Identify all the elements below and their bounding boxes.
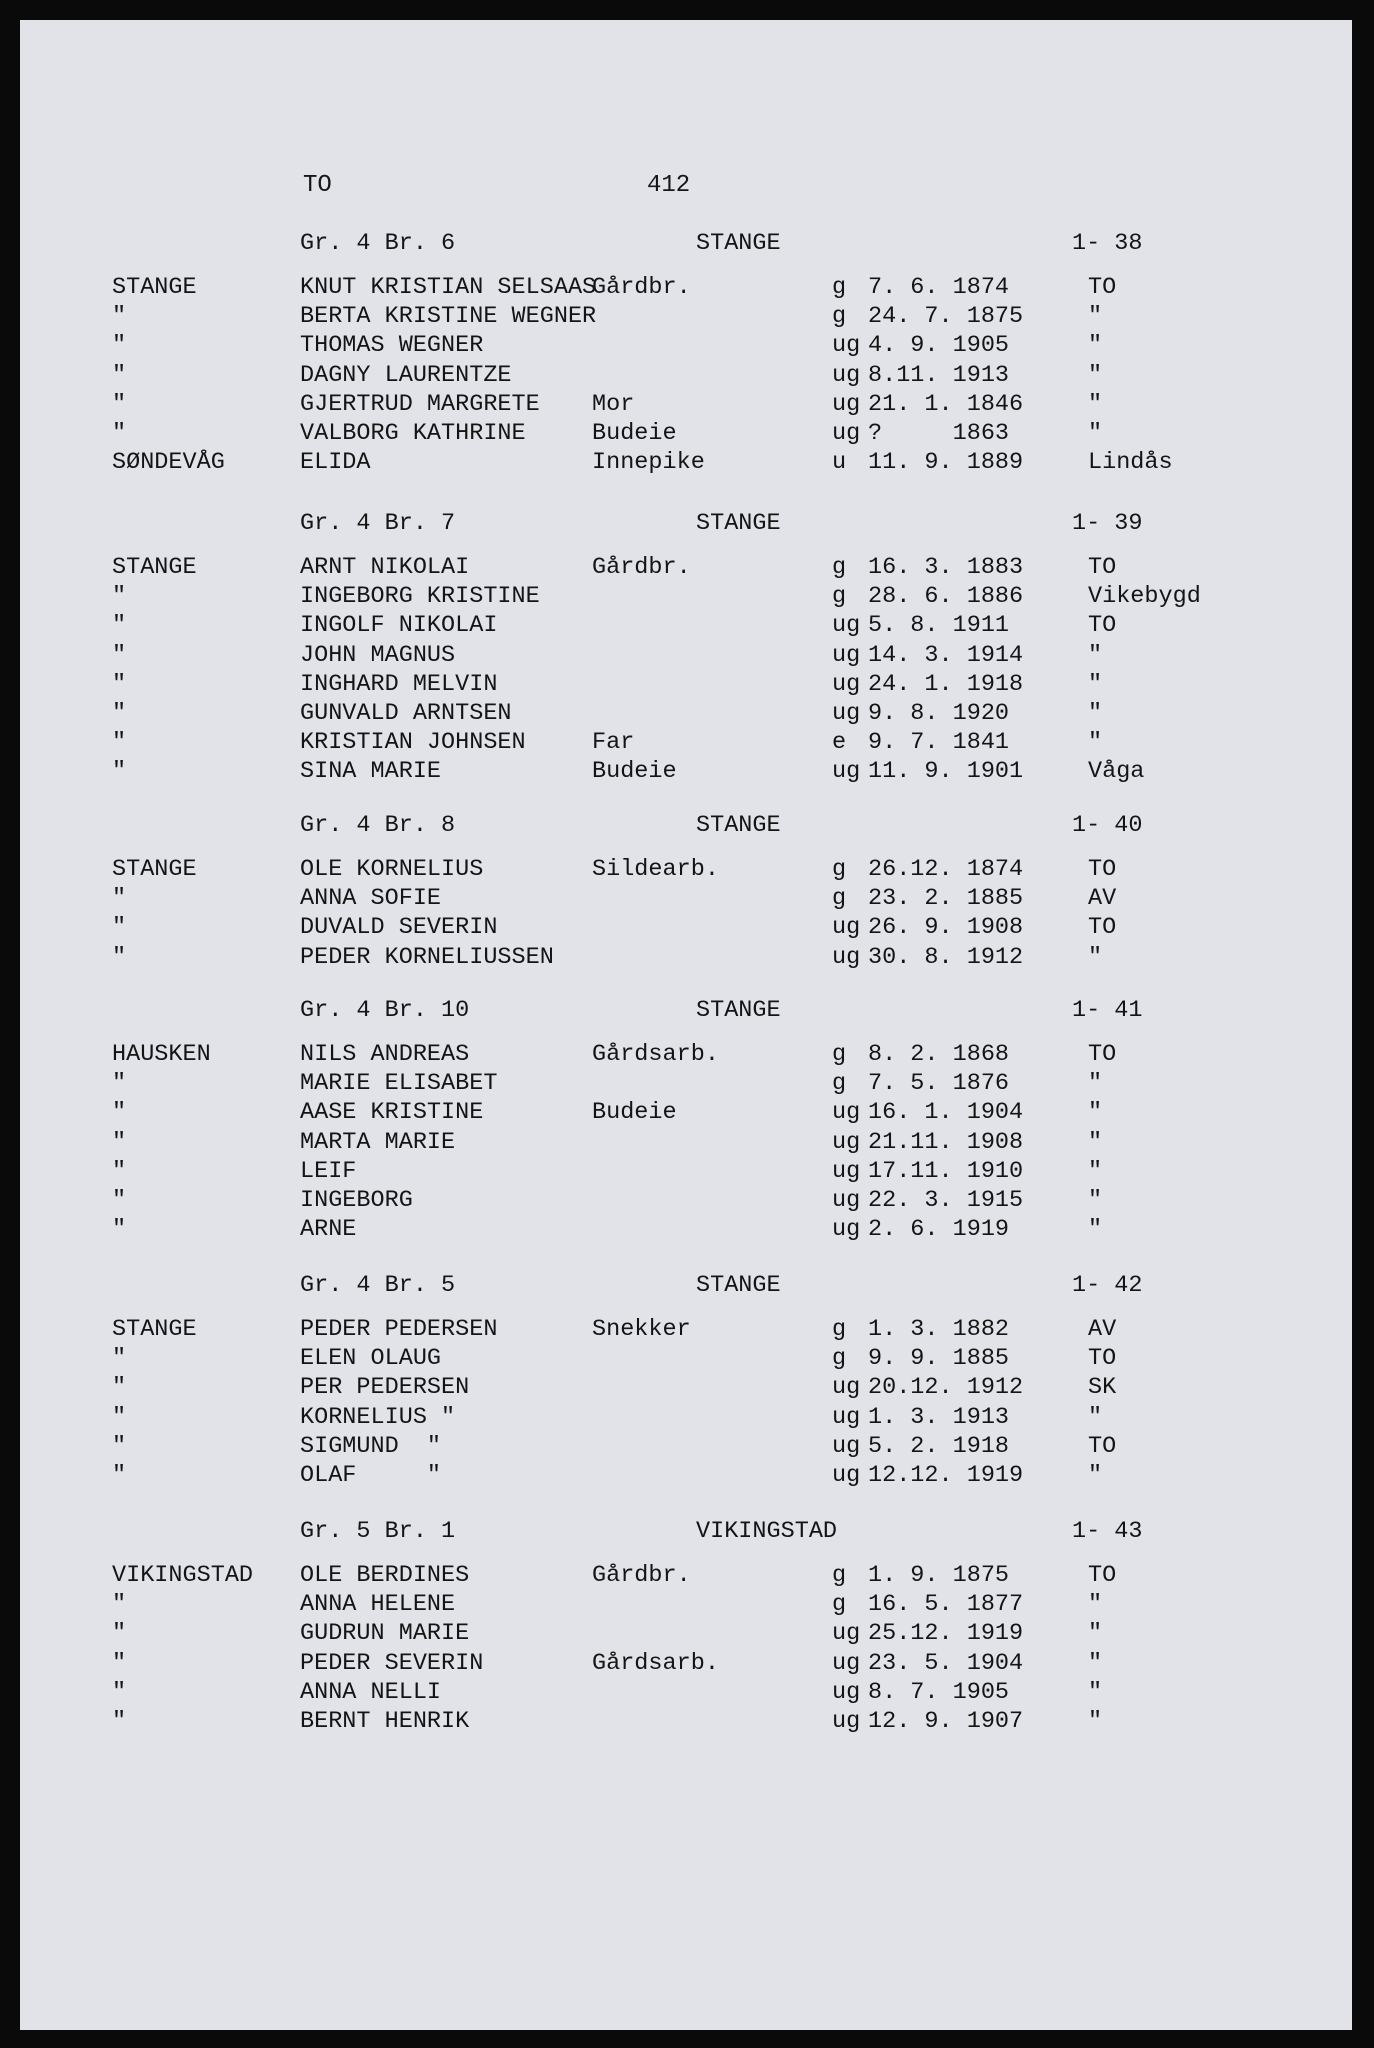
person-name: AASE KRISTINE bbox=[300, 1099, 484, 1127]
spacer bbox=[0, 1027, 1374, 1041]
person-name: OLAF " bbox=[300, 1461, 442, 1489]
person-status: ug bbox=[832, 758, 861, 786]
person-name: ANNA HELENE bbox=[300, 1591, 456, 1619]
person-farm: " bbox=[112, 729, 127, 757]
household-group bbox=[0, 812, 1374, 973]
person-name: SINA MARIE bbox=[300, 758, 442, 786]
person-status: ug bbox=[832, 612, 861, 640]
person-birthdate: 4. 9. 1905 bbox=[868, 332, 1010, 360]
person-row bbox=[0, 944, 1374, 973]
person-birthdate: 12. 9. 1907 bbox=[868, 1707, 1024, 1735]
person-birthdate: 26.12. 1874 bbox=[868, 856, 1024, 883]
person-row bbox=[0, 671, 1374, 700]
person-birthdate: 28. 6. 1886 bbox=[868, 583, 1024, 611]
person-farm: " bbox=[112, 670, 127, 698]
person-status: ug bbox=[832, 699, 861, 727]
person-birthdate: 9. 9. 1885 bbox=[868, 1345, 1010, 1373]
person-birthplace: TO bbox=[1088, 1432, 1117, 1460]
person-farm: " bbox=[112, 583, 127, 611]
person-row bbox=[0, 856, 1374, 885]
person-status: ug bbox=[832, 914, 861, 942]
person-name: BERTA KRISTINE WEGNER bbox=[300, 303, 597, 331]
person-birthplace: Våga bbox=[1088, 758, 1145, 786]
person-row bbox=[0, 700, 1374, 729]
person-birthplace: " bbox=[1088, 361, 1103, 389]
person-birthplace: SK bbox=[1088, 1374, 1117, 1402]
person-farm: " bbox=[112, 641, 127, 669]
person-status: ug bbox=[832, 1707, 861, 1735]
group-header bbox=[0, 510, 1374, 540]
person-farm: " bbox=[112, 332, 127, 360]
person-row bbox=[0, 1187, 1374, 1216]
person-birthdate: 14. 3. 1914 bbox=[868, 641, 1024, 669]
spacer bbox=[0, 1548, 1374, 1562]
person-role: Gårdbr. bbox=[592, 274, 691, 301]
person-birthdate: 8.11. 1913 bbox=[868, 361, 1010, 389]
person-birthplace: " bbox=[1088, 419, 1103, 447]
group-farm: STANGE bbox=[696, 812, 781, 839]
person-row bbox=[0, 1562, 1374, 1591]
person-farm: STANGE bbox=[112, 856, 197, 883]
person-name: ANNA SOFIE bbox=[300, 885, 442, 913]
person-row bbox=[0, 1679, 1374, 1708]
person-birthdate: 24. 7. 1875 bbox=[868, 303, 1024, 331]
person-farm: " bbox=[112, 1216, 127, 1244]
person-farm: " bbox=[112, 1649, 127, 1677]
person-farm: " bbox=[112, 885, 127, 913]
person-birthplace: TO bbox=[1088, 612, 1117, 640]
person-birthdate: 21.11. 1908 bbox=[868, 1128, 1024, 1156]
person-name: BERNT HENRIK bbox=[300, 1707, 470, 1735]
person-farm: " bbox=[112, 419, 127, 447]
person-birthdate: 12.12. 1919 bbox=[868, 1461, 1024, 1489]
household-group bbox=[0, 1518, 1374, 1737]
group-header bbox=[0, 812, 1374, 842]
person-birthplace: TO bbox=[1088, 1041, 1117, 1068]
person-birthplace: " bbox=[1088, 1186, 1103, 1214]
household-group bbox=[0, 997, 1374, 1245]
person-name: KORNELIUS " bbox=[300, 1403, 456, 1431]
group-farm: VIKINGSTAD bbox=[696, 1518, 838, 1545]
spacer bbox=[0, 842, 1374, 856]
person-row bbox=[0, 1345, 1374, 1374]
person-status: ug bbox=[832, 1374, 861, 1402]
person-birthplace: " bbox=[1088, 670, 1103, 698]
person-birthplace: " bbox=[1088, 332, 1103, 360]
person-birthdate: 7. 5. 1876 bbox=[868, 1070, 1010, 1098]
person-row bbox=[0, 274, 1374, 303]
person-farm: " bbox=[112, 390, 127, 418]
group-number: 1- 40 bbox=[1072, 812, 1143, 839]
person-name: GUNVALD ARNTSEN bbox=[300, 699, 512, 727]
person-status: g bbox=[832, 1070, 847, 1098]
person-role: Far bbox=[592, 729, 635, 757]
person-row bbox=[0, 1404, 1374, 1433]
person-row bbox=[0, 642, 1374, 671]
person-status: g bbox=[832, 583, 847, 611]
person-status: ug bbox=[832, 641, 861, 669]
group-parcel: Gr. 5 Br. 1 bbox=[300, 1518, 456, 1545]
person-birthplace: " bbox=[1088, 729, 1103, 757]
person-birthplace: " bbox=[1088, 699, 1103, 727]
person-birthdate: 9. 8. 1920 bbox=[868, 699, 1010, 727]
person-name: ELEN OLAUG bbox=[300, 1345, 442, 1373]
group-number: 1- 43 bbox=[1072, 1518, 1143, 1545]
person-role: Budeie bbox=[592, 419, 677, 447]
person-row bbox=[0, 1591, 1374, 1620]
person-status: g bbox=[832, 274, 847, 301]
person-birthplace: " bbox=[1088, 1070, 1103, 1098]
group-farm: STANGE bbox=[696, 997, 781, 1024]
person-name: ARNE bbox=[300, 1216, 357, 1244]
group-header bbox=[0, 1518, 1374, 1548]
person-role: Budeie bbox=[592, 758, 677, 786]
group-farm: STANGE bbox=[696, 230, 781, 257]
person-row bbox=[0, 449, 1374, 478]
person-birthplace: " bbox=[1088, 1461, 1103, 1489]
person-farm: " bbox=[112, 1374, 127, 1402]
person-birthplace: TO bbox=[1088, 856, 1117, 883]
person-birthplace: AV bbox=[1088, 885, 1117, 913]
person-birthdate: 5. 2. 1918 bbox=[868, 1432, 1010, 1460]
person-birthdate: 25.12. 1919 bbox=[868, 1620, 1024, 1648]
person-name: ANNA NELLI bbox=[300, 1678, 442, 1706]
person-status: g bbox=[832, 554, 847, 581]
person-farm: STANGE bbox=[112, 1316, 197, 1343]
person-birthplace: " bbox=[1088, 1099, 1103, 1127]
person-farm: " bbox=[112, 758, 127, 786]
person-status: ug bbox=[832, 1620, 861, 1648]
person-birthdate: 1. 3. 1913 bbox=[868, 1403, 1010, 1431]
person-name: KNUT KRISTIAN SELSAAS bbox=[300, 274, 597, 301]
person-name: DAGNY LAURENTZE bbox=[300, 361, 512, 389]
person-role: Snekker bbox=[592, 1316, 691, 1343]
person-farm: " bbox=[112, 1070, 127, 1098]
person-birthplace: Lindås bbox=[1088, 449, 1173, 477]
person-farm: " bbox=[112, 612, 127, 640]
person-birthdate: ? 1863 bbox=[868, 419, 1010, 447]
household-group bbox=[0, 1272, 1374, 1491]
person-row bbox=[0, 729, 1374, 758]
person-birthdate: 24. 1. 1918 bbox=[868, 670, 1024, 698]
person-status: ug bbox=[832, 1461, 861, 1489]
person-farm: " bbox=[112, 1186, 127, 1214]
group-parcel: Gr. 4 Br. 7 bbox=[300, 510, 456, 537]
person-birthdate: 16. 1. 1904 bbox=[868, 1099, 1024, 1127]
person-status: ug bbox=[832, 1186, 861, 1214]
person-birthplace: TO bbox=[1088, 914, 1117, 942]
person-status: ug bbox=[832, 1678, 861, 1706]
person-birthdate: 1. 3. 1882 bbox=[868, 1316, 1010, 1343]
person-birthdate: 9. 7. 1841 bbox=[868, 729, 1010, 757]
group-header bbox=[0, 230, 1374, 260]
person-name: PEDER SEVERIN bbox=[300, 1649, 484, 1677]
person-farm: " bbox=[112, 1461, 127, 1489]
person-birthplace: " bbox=[1088, 1403, 1103, 1431]
person-status: ug bbox=[832, 419, 861, 447]
person-farm: VIKINGSTAD bbox=[112, 1562, 254, 1589]
person-farm: STANGE bbox=[112, 274, 197, 301]
page-number: 412 bbox=[647, 172, 691, 199]
household-group bbox=[0, 230, 1374, 478]
person-name: OLE KORNELIUS bbox=[300, 856, 484, 883]
person-birthplace: " bbox=[1088, 1128, 1103, 1156]
person-status: g bbox=[832, 1316, 847, 1343]
person-birthplace: TO bbox=[1088, 274, 1117, 301]
person-farm: " bbox=[112, 303, 127, 331]
person-row bbox=[0, 914, 1374, 943]
person-birthplace: " bbox=[1088, 303, 1103, 331]
person-farm: " bbox=[112, 1099, 127, 1127]
person-row bbox=[0, 1708, 1374, 1737]
person-status: g bbox=[832, 856, 847, 883]
person-birthdate: 22. 3. 1915 bbox=[868, 1186, 1024, 1214]
person-row bbox=[0, 554, 1374, 583]
person-birthplace: " bbox=[1088, 1620, 1103, 1648]
person-birthdate: 21. 1. 1846 bbox=[868, 390, 1024, 418]
person-row bbox=[0, 1216, 1374, 1245]
person-birthplace: " bbox=[1088, 1678, 1103, 1706]
person-farm: " bbox=[112, 1620, 127, 1648]
household-group bbox=[0, 510, 1374, 788]
person-row bbox=[0, 885, 1374, 914]
person-status: g bbox=[832, 1591, 847, 1619]
person-name: PEDER PEDERSEN bbox=[300, 1316, 498, 1343]
person-role: Gårdsarb. bbox=[592, 1649, 719, 1677]
person-birthplace: " bbox=[1088, 943, 1103, 971]
person-name: ARNT NIKOLAI bbox=[300, 554, 470, 581]
person-birthdate: 2. 6. 1919 bbox=[868, 1216, 1010, 1244]
person-row bbox=[0, 391, 1374, 420]
person-status: ug bbox=[832, 1216, 861, 1244]
person-status: ug bbox=[832, 390, 861, 418]
person-farm: " bbox=[112, 943, 127, 971]
person-farm: SØNDEVÅG bbox=[112, 449, 225, 477]
person-name: GUDRUN MARIE bbox=[300, 1620, 470, 1648]
group-parcel: Gr. 4 Br. 5 bbox=[300, 1272, 456, 1299]
person-birthdate: 5. 8. 1911 bbox=[868, 612, 1010, 640]
person-birthplace: TO bbox=[1088, 554, 1117, 581]
person-status: ug bbox=[832, 361, 861, 389]
group-number: 1- 42 bbox=[1072, 1272, 1143, 1299]
person-status: ug bbox=[832, 670, 861, 698]
person-row bbox=[0, 332, 1374, 361]
person-name: OLE BERDINES bbox=[300, 1562, 470, 1589]
person-birthplace: TO bbox=[1088, 1345, 1117, 1373]
person-birthdate: 16. 5. 1877 bbox=[868, 1591, 1024, 1619]
spacer bbox=[0, 260, 1374, 274]
person-farm: STANGE bbox=[112, 554, 197, 581]
person-birthplace: Vikebygd bbox=[1088, 583, 1201, 611]
person-birthdate: 8. 2. 1868 bbox=[868, 1041, 1010, 1068]
person-birthplace: TO bbox=[1088, 1562, 1117, 1589]
person-farm: " bbox=[112, 1707, 127, 1735]
person-status: g bbox=[832, 885, 847, 913]
person-row bbox=[0, 1041, 1374, 1070]
person-birthplace: " bbox=[1088, 1649, 1103, 1677]
person-name: MARTA MARIE bbox=[300, 1128, 456, 1156]
person-name: INGEBORG KRISTINE bbox=[300, 583, 540, 611]
person-status: ug bbox=[832, 1157, 861, 1185]
person-name: INGHARD MELVIN bbox=[300, 670, 498, 698]
person-name: KRISTIAN JOHNSEN bbox=[300, 729, 526, 757]
person-farm: " bbox=[112, 1157, 127, 1185]
group-parcel: Gr. 4 Br. 8 bbox=[300, 812, 456, 839]
person-status: ug bbox=[832, 1649, 861, 1677]
person-birthdate: 23. 5. 1904 bbox=[868, 1649, 1024, 1677]
person-name: PEDER KORNELIUSSEN bbox=[300, 943, 554, 971]
person-row bbox=[0, 362, 1374, 391]
person-birthdate: 20.12. 1912 bbox=[868, 1374, 1024, 1402]
group-parcel: Gr. 4 Br. 10 bbox=[300, 997, 470, 1024]
person-birthplace: " bbox=[1088, 1216, 1103, 1244]
person-role: Gårdbr. bbox=[592, 554, 691, 581]
person-name: LEIF bbox=[300, 1157, 357, 1185]
person-row bbox=[0, 1650, 1374, 1679]
person-status: ug bbox=[832, 1099, 861, 1127]
person-row bbox=[0, 1070, 1374, 1099]
person-name: THOMAS WEGNER bbox=[300, 332, 484, 360]
person-farm: " bbox=[112, 1591, 127, 1619]
person-name: DUVALD SEVERIN bbox=[300, 914, 498, 942]
person-birthdate: 8. 7. 1905 bbox=[868, 1678, 1010, 1706]
person-birthdate: 11. 9. 1889 bbox=[868, 449, 1024, 477]
person-row bbox=[0, 1158, 1374, 1187]
person-birthdate: 11. 9. 1901 bbox=[868, 758, 1024, 786]
person-role: Sildearb. bbox=[592, 856, 719, 883]
person-birthdate: 26. 9. 1908 bbox=[868, 914, 1024, 942]
person-birthplace: " bbox=[1088, 1157, 1103, 1185]
spacer bbox=[0, 540, 1374, 554]
person-name: GJERTRUD MARGRETE bbox=[300, 390, 540, 418]
person-name: MARIE ELISABET bbox=[300, 1070, 498, 1098]
person-farm: HAUSKEN bbox=[112, 1041, 211, 1068]
person-birthdate: 16. 3. 1883 bbox=[868, 554, 1024, 581]
page-code: TO bbox=[303, 172, 332, 199]
spacer bbox=[0, 1302, 1374, 1316]
person-status: ug bbox=[832, 332, 861, 360]
person-name: SIGMUND " bbox=[300, 1432, 442, 1460]
person-name: NILS ANDREAS bbox=[300, 1041, 470, 1068]
person-birthplace: " bbox=[1088, 1707, 1103, 1735]
person-row bbox=[0, 1462, 1374, 1491]
person-birthplace: " bbox=[1088, 641, 1103, 669]
group-header bbox=[0, 1272, 1374, 1302]
person-birthdate: 30. 8. 1912 bbox=[868, 943, 1024, 971]
person-status: ug bbox=[832, 1128, 861, 1156]
person-status: e bbox=[832, 729, 847, 757]
person-birthplace: " bbox=[1088, 390, 1103, 418]
person-row bbox=[0, 1374, 1374, 1403]
group-number: 1- 38 bbox=[1072, 230, 1143, 257]
person-status: ug bbox=[832, 943, 861, 971]
person-birthdate: 17.11. 1910 bbox=[868, 1157, 1024, 1185]
person-farm: " bbox=[112, 914, 127, 942]
person-birthdate: 7. 6. 1874 bbox=[868, 274, 1010, 301]
person-birthdate: 23. 2. 1885 bbox=[868, 885, 1024, 913]
person-status: ug bbox=[832, 1403, 861, 1431]
person-farm: " bbox=[112, 1403, 127, 1431]
person-birthplace: " bbox=[1088, 1591, 1103, 1619]
person-row bbox=[0, 612, 1374, 641]
person-row bbox=[0, 583, 1374, 612]
person-status: ug bbox=[832, 1432, 861, 1460]
person-role: Gårdbr. bbox=[592, 1562, 691, 1589]
person-name: INGEBORG bbox=[300, 1186, 413, 1214]
person-row bbox=[0, 303, 1374, 332]
group-number: 1- 39 bbox=[1072, 510, 1143, 537]
person-name: ELIDA bbox=[300, 449, 371, 477]
person-farm: " bbox=[112, 1345, 127, 1373]
person-status: g bbox=[832, 303, 847, 331]
person-row bbox=[0, 1316, 1374, 1345]
person-status: g bbox=[832, 1041, 847, 1068]
person-status: g bbox=[832, 1345, 847, 1373]
person-name: PER PEDERSEN bbox=[300, 1374, 470, 1402]
person-farm: " bbox=[112, 699, 127, 727]
person-status: g bbox=[832, 1562, 847, 1589]
person-name: JOHN MAGNUS bbox=[300, 641, 456, 669]
person-farm: " bbox=[112, 361, 127, 389]
person-farm: " bbox=[112, 1432, 127, 1460]
person-role: Mor bbox=[592, 390, 635, 418]
person-name: VALBORG KATHRINE bbox=[300, 419, 526, 447]
person-row bbox=[0, 758, 1374, 787]
person-row bbox=[0, 1129, 1374, 1158]
person-role: Budeie bbox=[592, 1099, 677, 1127]
group-parcel: Gr. 4 Br. 6 bbox=[300, 230, 456, 257]
person-row bbox=[0, 1433, 1374, 1462]
person-role: Gårdsarb. bbox=[592, 1041, 719, 1068]
person-farm: " bbox=[112, 1678, 127, 1706]
group-number: 1- 41 bbox=[1072, 997, 1143, 1024]
group-farm: STANGE bbox=[696, 510, 781, 537]
person-birthplace: AV bbox=[1088, 1316, 1117, 1343]
person-row bbox=[0, 1620, 1374, 1649]
person-row bbox=[0, 420, 1374, 449]
person-farm: " bbox=[112, 1128, 127, 1156]
person-row bbox=[0, 1099, 1374, 1128]
group-farm: STANGE bbox=[696, 1272, 781, 1299]
person-birthdate: 1. 9. 1875 bbox=[868, 1562, 1010, 1589]
person-name: INGOLF NIKOLAI bbox=[300, 612, 498, 640]
group-header bbox=[0, 997, 1374, 1027]
person-role: Innepike bbox=[592, 449, 705, 477]
person-status: u bbox=[832, 449, 847, 477]
